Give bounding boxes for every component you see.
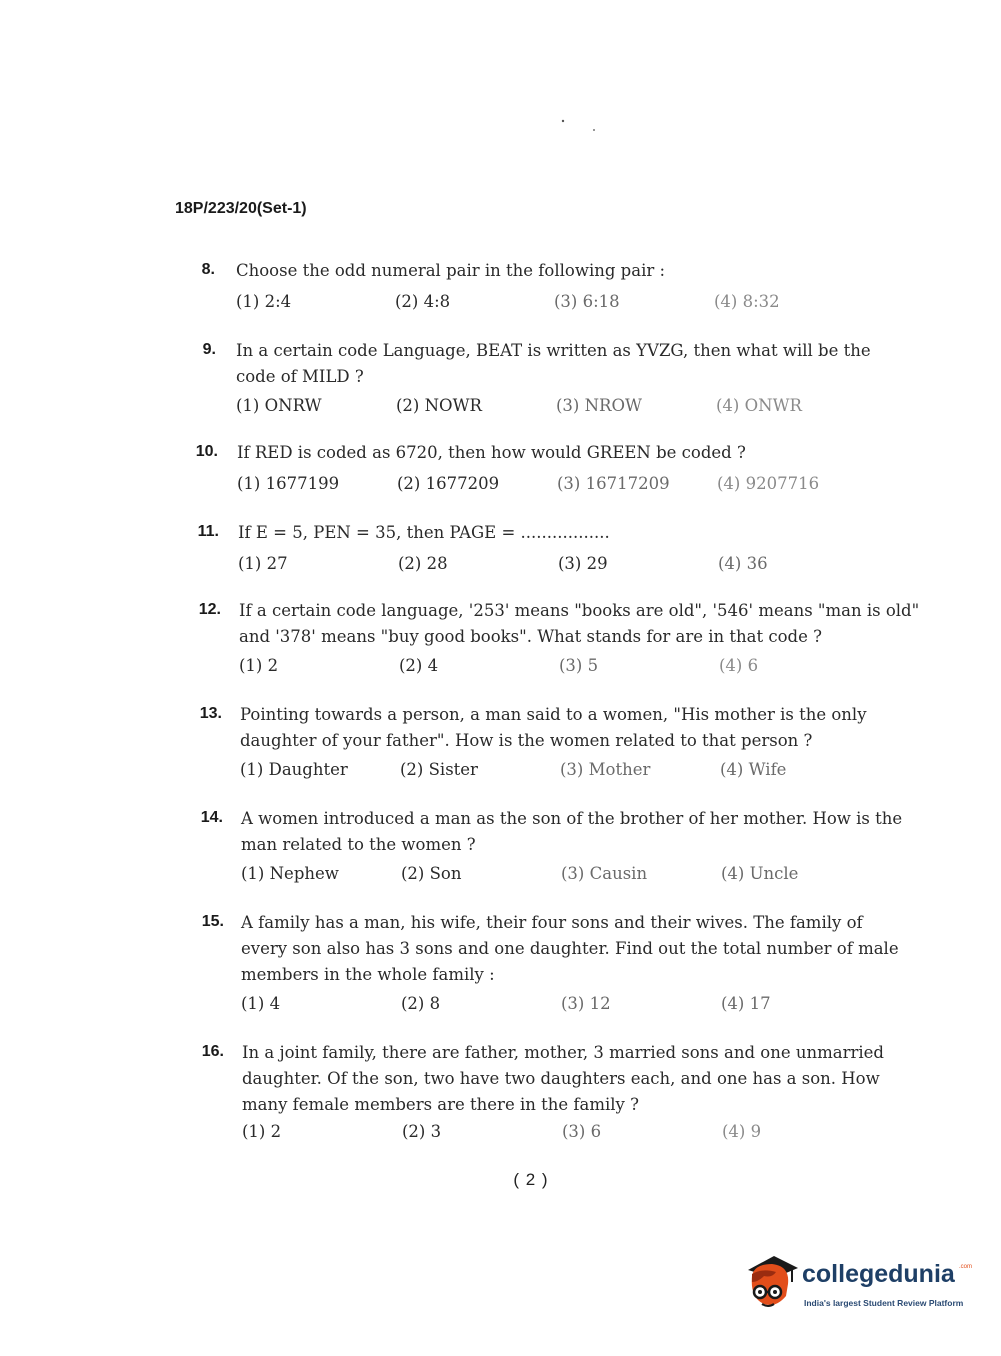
- option-1: (1) 4: [241, 994, 281, 1013]
- question-number: 14.: [200, 809, 223, 826]
- question-line: every son also has 3 sons and one daughter. Find out the total number of male: [241, 939, 899, 958]
- question-line: If a certain code language, '253' means "books are old", '546' means "man is old": [239, 601, 920, 620]
- option-3: (3) 12: [561, 994, 611, 1013]
- option-4: (4) 6: [719, 656, 759, 675]
- option-4: (4) 9207716: [717, 474, 820, 493]
- option-1: (1) 1677199: [237, 474, 340, 493]
- question-text: [240, 702, 870, 754]
- option-2: (2) 28: [398, 554, 448, 573]
- option-3: (3) Mother: [560, 760, 651, 779]
- question-line: A family has a man, his wife, their four sons and their wives. The family of: [241, 913, 863, 932]
- option-3: (3) 6: [562, 1122, 602, 1141]
- question-text: [241, 806, 903, 858]
- option-2: (2) 1677209: [397, 474, 500, 493]
- option-2: (2) 4: [399, 656, 439, 675]
- option-1: (1) 2: [242, 1122, 282, 1141]
- option-3: (3) NROW: [556, 396, 642, 415]
- scan-specks: [560, 118, 610, 142]
- option-1: (1) Daughter: [240, 760, 348, 779]
- option-4: (4) Wife: [720, 760, 787, 779]
- option-3: (3) Causin: [561, 864, 648, 883]
- option-3: (3) 5: [559, 656, 599, 675]
- option-4: (4) 17: [721, 994, 771, 1013]
- option-3: (3) 29: [558, 554, 608, 573]
- question-line: daughter. Of the son, two have two daughters each, and one has a son. How: [242, 1069, 880, 1088]
- brand-name: collegedunia: [802, 1260, 955, 1288]
- option-4: (4) 36: [718, 554, 768, 573]
- question-line: Choose the odd numeral pair in the following pair :: [236, 261, 666, 280]
- question-number: 11.: [197, 523, 219, 540]
- question-line: daughter of your father". How is the women related to that person ?: [240, 731, 813, 750]
- page-number: ( 2 ): [513, 1170, 549, 1189]
- question-text: [239, 598, 920, 650]
- option-1: (1) 27: [238, 554, 288, 573]
- question-text: [236, 338, 871, 390]
- option-4: (4) Uncle: [721, 864, 799, 883]
- question-text: [237, 440, 867, 466]
- question-text: [241, 910, 899, 988]
- question-line: In a certain code Language, BEAT is written as YVZG, then what will be the: [236, 341, 871, 360]
- question-line: A women introduced a man as the son of the brother of her mother. How is the: [241, 809, 903, 828]
- mascot-icon: [742, 1252, 800, 1314]
- option-2: (2) Sister: [400, 760, 478, 779]
- option-1: (1) Nephew: [241, 864, 339, 883]
- question-line: and '378' means "buy good books". What stands for are in that code ?: [239, 627, 822, 646]
- collegedunia-logo[interactable]: [742, 1250, 972, 1320]
- option-1: (1) 2:4: [236, 292, 292, 311]
- option-1: (1) ONRW: [236, 396, 322, 415]
- question-line: code of MILD ?: [236, 367, 364, 386]
- question-line: members in the whole family :: [241, 965, 495, 984]
- option-2: (2) 8: [401, 994, 441, 1013]
- option-4: (4) 9: [722, 1122, 762, 1141]
- question-text: [236, 258, 866, 284]
- question-line: In a joint family, there are father, mother, 3 married sons and one unmarried: [242, 1043, 884, 1062]
- option-3: (3) 6:18: [554, 292, 620, 311]
- question-line: many female members are there in the family ?: [242, 1095, 639, 1114]
- option-2: (2) NOWR: [396, 396, 482, 415]
- option-2: (2) 3: [402, 1122, 442, 1141]
- question-line: man related to the women ?: [241, 835, 476, 854]
- question-text: [242, 1040, 884, 1118]
- option-4: (4) ONWR: [716, 396, 802, 415]
- question-number: 15.: [201, 913, 224, 930]
- question-line: If RED is coded as 6720, then how would GREEN be coded ?: [237, 443, 746, 462]
- option-2: (2) 4:8: [395, 292, 451, 311]
- option-1: (1) 2: [239, 656, 279, 675]
- question-number: 16.: [201, 1043, 224, 1060]
- question-number: 9.: [202, 341, 216, 358]
- question-number: 13.: [199, 705, 222, 722]
- option-3: (3) 16717209: [557, 474, 670, 493]
- question-line: Pointing towards a person, a man said to a women, "His mother is the only: [240, 705, 867, 724]
- option-2: (2) Son: [401, 864, 462, 883]
- question-number: 12.: [198, 601, 221, 618]
- brand-tagline: India's largest Student Review Platform: [804, 1298, 964, 1308]
- option-4: (4) 8:32: [714, 292, 780, 311]
- question-number: 8.: [201, 261, 215, 278]
- paper-code: 18P/223/20(Set-1): [175, 200, 307, 217]
- question-line: If E = 5, PEN = 35, then PAGE = .................: [238, 523, 610, 542]
- brand-domain: .com: [959, 1264, 973, 1270]
- question-number: 10.: [195, 443, 218, 460]
- question-text: [238, 520, 868, 546]
